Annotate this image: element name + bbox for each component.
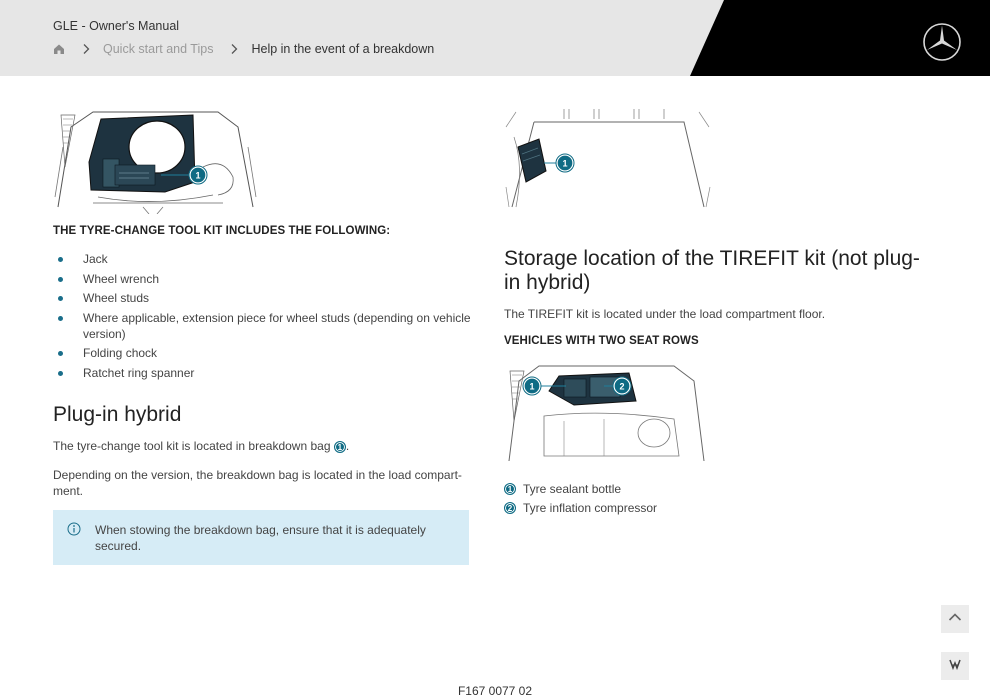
breadcrumb-link-quick-start[interactable]: Quick start and Tips: [103, 42, 214, 56]
list-item: [504, 500, 657, 516]
callout-number: 1: [195, 170, 201, 181]
kit-items-list: [53, 251, 473, 384]
hybrid-para-text: The tyre-change tool kit is located in breakdown bag: [53, 439, 331, 453]
list-item: Wheel wrench: [53, 271, 473, 287]
storage-location-title: Storage location of the TIREFIT kit (not plug-in hybrid): [504, 247, 920, 294]
two-seat-rows-heading: VEHICLES WITH TWO SEAT ROWS: [504, 335, 699, 347]
callout-number: 1: [334, 441, 346, 453]
hybrid-paragraph-1: [53, 438, 473, 454]
list-item: [504, 481, 657, 497]
legend-list: [504, 481, 657, 519]
callout-number: 2: [504, 502, 516, 514]
kit-heading: THE TYRE-CHANGE TOOL KIT INCLUDES THE FOLLOWING:: [53, 225, 391, 237]
app-title: GLE - Owner's Manual: [53, 19, 180, 33]
list-item: Wheel studs: [53, 290, 473, 306]
note-text: When stowing the breakdown bag, ensure that it is adequately secured.: [95, 523, 426, 553]
scroll-to-top-button[interactable]: [941, 605, 969, 633]
assist-button[interactable]: [941, 652, 969, 680]
plug-in-hybrid-title: Plug-in hybrid: [53, 403, 182, 426]
info-icon: [67, 522, 81, 536]
list-item: Ratchet ring spanner: [53, 365, 473, 381]
two-seat-rows-illustration: [504, 361, 709, 468]
tool-kit-illustration: [53, 107, 258, 214]
home-icon[interactable]: [53, 43, 65, 55]
callout-number: 2: [619, 381, 625, 392]
mercedes-assist-icon: [947, 656, 963, 677]
callout-number: 1: [562, 158, 568, 169]
legend-label: Tyre sealant bottle: [523, 482, 622, 496]
chevron-right-icon: [229, 43, 239, 55]
callout-number: 1: [504, 483, 516, 495]
breadcrumb: [53, 42, 434, 56]
tirefit-location-illustration: [504, 107, 711, 214]
chevron-up-icon: [947, 609, 963, 630]
breadcrumb-current-page: Help in the event of a breakdown: [251, 42, 435, 56]
chevron-right-icon: [81, 43, 91, 55]
list-item: Folding chock: [53, 345, 473, 361]
note-box: [53, 510, 469, 565]
figure-code: F167 0077 02: [457, 684, 533, 698]
list-item: Jack: [53, 251, 473, 267]
storage-paragraph: The TIREFIT kit is located under the load compartment floor.: [504, 307, 826, 321]
callout-number: 1: [529, 381, 535, 392]
mercedes-star-logo[interactable]: [922, 22, 962, 62]
hybrid-para-end: .: [345, 439, 350, 453]
legend-label: Tyre inflation compressor: [523, 501, 658, 515]
list-item: Where applicable, extension piece for wheel studs (depending on vehicle version): [53, 310, 473, 342]
hybrid-paragraph-2: Depending on the version, the breakdown bag is located in the load compart- ment.: [53, 468, 462, 498]
